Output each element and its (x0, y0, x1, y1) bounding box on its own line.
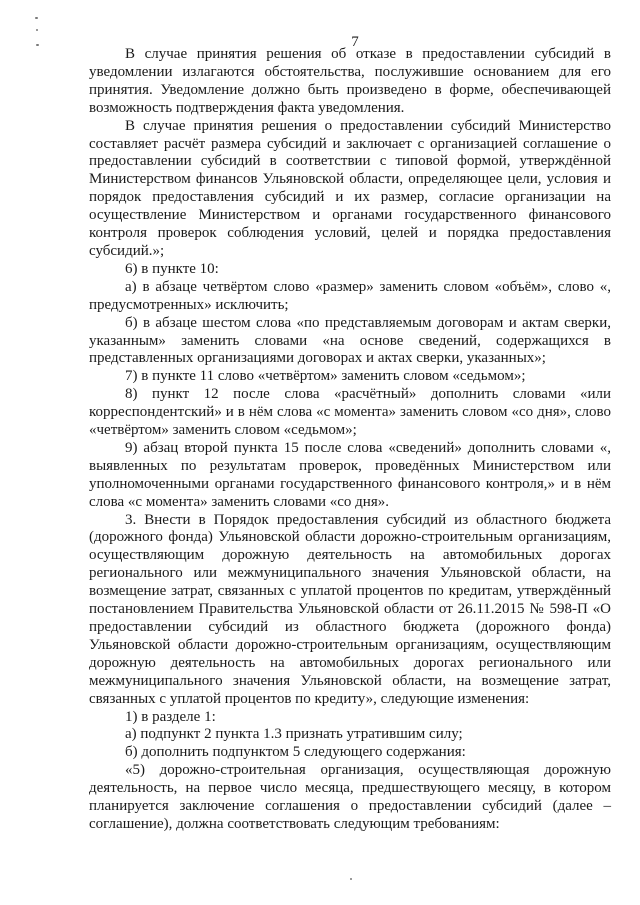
paragraph-item-6b: б) в абзаце шестом слова «по представляемым договорам и актам сверки, указанным» заменить словами «на основе сведений, содержащихся в представленных организациями договорах и актах сверки, указанных»; (89, 314, 611, 367)
paragraph-item-6: 6) в пункте 10: (125, 260, 219, 277)
paragraph-item-8: 8) пункт 12 после слова «расчётный» дополнить словами «или корреспондентский» и в нём слова «с момента» заменить словом «со дня», слово «четвёртом» заменить словом «седьмом»; (89, 386, 611, 439)
paragraph-subsidy-agreement: В случае принятия решения о предоставлении субсидий Министерство составляет расчёт размера субсидий и заключает с организацией соглашение о предоставлении субсидий в соответствии с типовой формой, утверждённой Министерством финансов Ульяновской области, определяющее цели, условия и порядок предоставления субсидий и их размер, согласие организации на осуществление Министерством и органами государственного финансового контроля проверок соблюдения условий, целей и порядка предоставления субсидий.»; (89, 117, 611, 259)
page-number: 7 (351, 34, 359, 50)
paragraph-section-3: 3. Внести в Порядок предоставления субсидий из областного бюджета (дорожного фонда) Ульяновской области дорожно-строительным организациям, осуществляющим дорожную деятельность на автомобильных дорогах регионального или межмуниципального значения Ульяновской области, на возмещение затрат, связанных с уплатой процентов по кредитам, утверждённый постановлением Правительства Ульяновской области от 26.11.2015 № 598-П «О предоставлении субсидий из областного бюджета (дорожного фонда) Ульяновской области дорожно-строительным организациям, осуществляющим дорожную деятельность на автомобильных дорогах регионального или межмуниципального значения Ульяновской области, на возмещение затрат, связанных с уплатой процентов по кредиту», следующие изменения: (89, 511, 611, 707)
paragraph-item-9: 9) абзац второй пункта 15 после слова «сведений» дополнить словами «, выявленных по результатам проверок, проведённых Министерством или уполномоченными органами государственного финансового контроля,» и в нём слова «с момента» заменить словами «со дня». (89, 439, 611, 510)
scan-speck (350, 878, 352, 880)
scan-speck (35, 17, 38, 19)
scan-speck (36, 29, 38, 31)
paragraph-refusal-notice: В случае принятия решения об отказе в предоставлении субсидий в уведомлении излагаются обстоятельства, послужившие основанием для его принятия. Уведомление должно быть произведено в форме, обеспечивающей возможность подтверждения факта уведомления. (89, 46, 611, 116)
paragraph-section-3-item-1b: б) дополнить подпунктом 5 следующего содержания: (125, 744, 466, 761)
paragraph-item-7: 7) в пункте 11 слово «четвёртом» заменить словом «седьмом»; (125, 368, 526, 385)
paragraph-subpoint-5: «5) дорожно-строительная организация, осуществляющая дорожную деятельность, на первое число месяца, предшествующего месяцу, в котором планируется заключение соглашения о предоставлении субсидий (далее – соглашение), должна соответствовать следующим требованиям: (89, 762, 611, 832)
paragraph-section-3-item-1a: а) подпункт 2 пункта 1.3 признать утратившим силу; (125, 726, 463, 743)
paragraph-section-3-item-1: 1) в разделе 1: (125, 708, 216, 725)
document-body (89, 46, 611, 834)
paragraph-item-6a: а) в абзаце четвёртом слово «размер» заменить словом «объём», слово «, предусмотренных» исключить; (89, 278, 611, 313)
